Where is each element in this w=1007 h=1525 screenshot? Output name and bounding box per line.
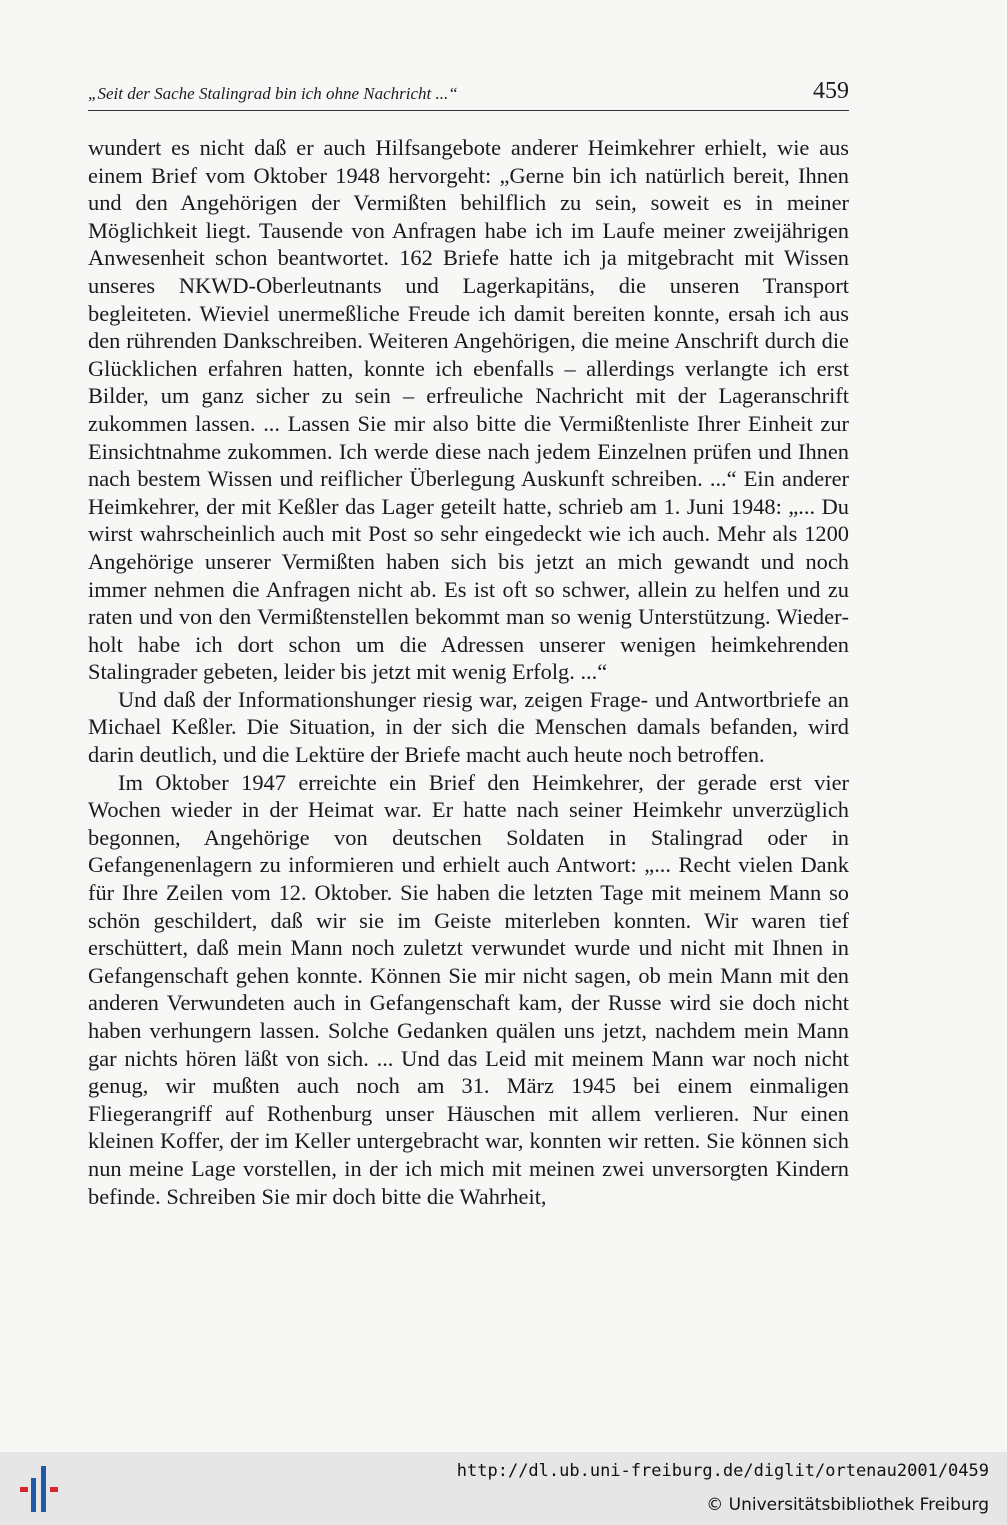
paragraph-2: Und daß der Informationshunger riesig war, zeigen Frage- und Antwortbriefe an Michael Keßler. Die Situation, in der sich die Menschen damals befanden, wird darin deutlich, und die Lektüre der Briefe macht auch heute noch betroffen. <box>88 686 849 768</box>
page-header <box>88 80 849 111</box>
logo-bar-center-right <box>41 1466 46 1512</box>
body-text <box>88 134 849 1210</box>
logo-bar-center-left <box>31 1478 36 1512</box>
logo-bar-right <box>50 1487 58 1492</box>
running-head: „Seit der Sache Stalingrad bin ich ohne Nachricht ...“ <box>88 84 458 103</box>
page-number: 459 <box>813 78 849 104</box>
ub-freiburg-logo-icon[interactable] <box>14 1462 64 1516</box>
paragraph-3: Im Oktober 1947 erreichte ein Brief den Heimkehrer, der gerade erst vier Wochen wieder in der Heimat war. Er hatte nach seiner Heimkehr unverzüglich begonnen, Angehörige von deutschen Soldaten in Stalingrad oder in Gefangenenlagern zu informieren und erhielt auch Antwort: „... Recht vielen Dank für Ihre Zeilen vom 12. Oktober. Sie haben die letzten Tage mit meinem Mann so schön geschildert, daß wir sie im Geiste miterleben konnten. Wir waren tief erschüttert, daß mein Mann noch zuletzt verwundet wurde und nicht mit Ihnen in Gefangenschaft gehen konnte. Können Sie mir nicht sagen, ob mein Mann mit den anderen Verwundeten auch in Gefangenschaft kam, der Russe wird sie doch nicht haben verhungern lassen. Solche Gedanken quälen uns jetzt, nachdem mein Mann gar nichts hören läßt von sich. ... Und das Leid mit meinem Mann war noch nicht genug, wir mußten auch noch am 31. März 1945 bei einem einmaligen Fliegerangriff auf Rothenburg unser Häuschen mit allem verlieren. Nur einen kleinen Koffer, der im Keller untergebracht war, konnten wir retten. Sie können sich nun meine Lage vorstellen, in der ich mich mit meinen zwei unversorgten Kindern befinde. Schreiben Sie mir doch bitte die Wahrheit, <box>88 769 849 1209</box>
logo-bar-left <box>20 1487 28 1492</box>
copyright-notice: © Universitätsbibliothek Freiburg <box>706 1495 989 1515</box>
permalink-url[interactable]: http://dl.ub.uni-freiburg.de/diglit/ortenau2001/0459 <box>456 1461 989 1481</box>
viewer-footer <box>0 1452 1007 1525</box>
paragraph-1: wundert es nicht daß er auch Hilfsangebote anderer Heimkehrer erhielt, wie aus einem Brief vom Oktober 1948 hervorgeht: „Gerne bin ich natürlich bereit, Ihnen und den Angehörigen der Vermißten behilflich zu sein, soweit es in meiner Möglichkeit liegt. Tausende von Anfragen habe ich im Laufe meiner zweijährigen Anwesenheit schon beantwortet. 162 Briefe hatte ich ja mitgebracht mit Wissen unseres NKWD-Oberleutnants und Lagerkapitäns, die unseren Transport begleiteten. Wieviel unermeßliche Freude ich damit bereiten konnte, ersah ich aus den rührenden Dankschreiben. Weiteren Angehörigen, die meine Anschrift durch die Glücklichen erfahren hatten, konnte ich ebenfalls – allerdings verlangte ich erst Bilder, um ganz sicher zu sein – erfreuliche Nachricht mit der Lageranschrift zukommen lassen. ... Lassen Sie mir also bitte die Vermißtenliste Ihrer Einheit zur Einsichtnahme zukommen. Ich werde diese nach jedem Einzelnen prüfen und Ihnen nach bestem Wissen und reiflicher Überlegung Auskunft schreiben. ...“ Ein anderer Heimkehrer, der mit Keßler das Lager geteilt hatte, schrieb am 1. Juni 1948: „... Du wirst wahrscheinlich auch mit Post so sehr eingedeckt wie ich auch. Mehr als 1200 Angehörige unserer Vermißten haben sich bis jetzt an mich gewandt und noch immer nehmen die Anfragen nicht ab. Es ist oft so schwer, allein zu helfen und zu raten und von den Vermißtenstellen bekommt man so wenig Unterstützung. Wiederholt habe ich dort schon um die Adressen unserer wenigen heimkehrenden Stalingrader gebeten, leider bis jetzt mit wenig Erfolg. ...“ <box>88 135 849 685</box>
